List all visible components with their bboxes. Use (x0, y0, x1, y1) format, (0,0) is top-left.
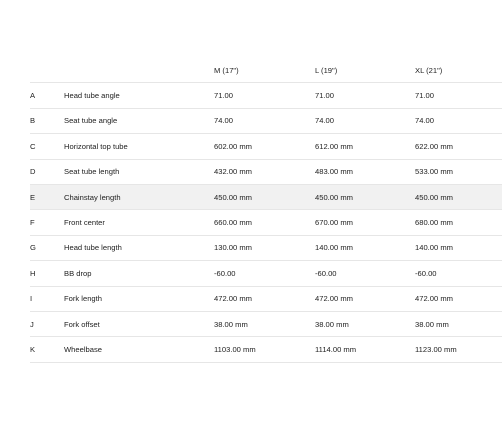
table-row (30, 160, 502, 185)
value-l: 140.00 mm (315, 243, 353, 253)
measurement-name: Wheelbase (64, 344, 102, 354)
measurement-name: Fork length (64, 294, 102, 304)
measurement-name: Horizontal top tube (64, 141, 128, 151)
value-m: 71.00 (214, 91, 234, 101)
column-header-xl: XL (21") (415, 65, 443, 75)
value-m: 130.00 mm (214, 243, 252, 253)
value-xl: 533.00 mm (415, 167, 453, 177)
row-letter: K (30, 344, 36, 354)
row-letter: F (30, 218, 35, 228)
measurement-name: Head tube length (64, 243, 122, 253)
measurement-name: Front center (64, 218, 105, 228)
value-m: 1103.00 mm (214, 344, 256, 354)
column-header-l: L (19") (315, 65, 338, 75)
value-l: 612.00 mm (315, 141, 353, 151)
measurement-name: Head tube angle (64, 91, 120, 101)
row-letter: B (30, 116, 36, 126)
value-m: 38.00 mm (214, 319, 248, 329)
table-header-row (30, 58, 502, 83)
value-l: 71.00 (315, 91, 335, 101)
table-row (30, 210, 502, 235)
value-l: -60.00 (315, 268, 337, 278)
value-l: 483.00 mm (315, 167, 353, 177)
table-row (30, 236, 502, 261)
value-l: 38.00 mm (315, 319, 349, 329)
value-m: 450.00 mm (214, 192, 252, 202)
value-l: 472.00 mm (315, 294, 353, 304)
table-row (30, 261, 502, 286)
row-letter: I (30, 294, 33, 304)
value-m: 602.00 mm (214, 141, 252, 151)
table-row (30, 287, 502, 312)
value-l: 74.00 (315, 116, 335, 126)
row-letter: J (30, 319, 34, 329)
row-letter: E (30, 192, 36, 202)
value-xl: 622.00 mm (415, 141, 453, 151)
measurement-name: Fork offset (64, 319, 100, 329)
value-xl: 74.00 (415, 116, 435, 126)
value-m: 472.00 mm (214, 294, 252, 304)
row-letter: C (30, 141, 36, 151)
table-row (30, 83, 502, 108)
value-l: 450.00 mm (315, 192, 353, 202)
column-header-m: M (17") (214, 65, 239, 75)
measurement-name: Chainstay length (64, 192, 121, 202)
value-xl: 472.00 mm (415, 294, 453, 304)
value-l: 670.00 mm (315, 218, 353, 228)
value-m: -60.00 (214, 268, 236, 278)
value-xl: 1123.00 mm (415, 344, 457, 354)
table-row (30, 312, 502, 337)
value-m: 74.00 (214, 116, 234, 126)
measurement-name: Seat tube length (64, 167, 120, 177)
value-xl: -60.00 (415, 268, 437, 278)
value-xl: 71.00 (415, 91, 435, 101)
table-row-highlighted[interactable] (30, 185, 502, 210)
value-xl: 140.00 mm (415, 243, 453, 253)
row-letter: G (30, 243, 36, 253)
row-letter: A (30, 91, 36, 101)
row-letter: D (30, 167, 36, 177)
measurement-name: Seat tube angle (64, 116, 118, 126)
table-row (30, 109, 502, 134)
value-xl: 450.00 mm (415, 192, 453, 202)
value-xl: 680.00 mm (415, 218, 453, 228)
measurement-name: BB drop (64, 268, 92, 278)
table-row (30, 337, 502, 362)
value-xl: 38.00 mm (415, 319, 449, 329)
value-l: 1114.00 mm (315, 344, 357, 354)
value-m: 432.00 mm (214, 167, 252, 177)
value-m: 660.00 mm (214, 218, 252, 228)
table-row (30, 134, 502, 159)
row-letter: H (30, 268, 36, 278)
geometry-table (30, 58, 502, 363)
